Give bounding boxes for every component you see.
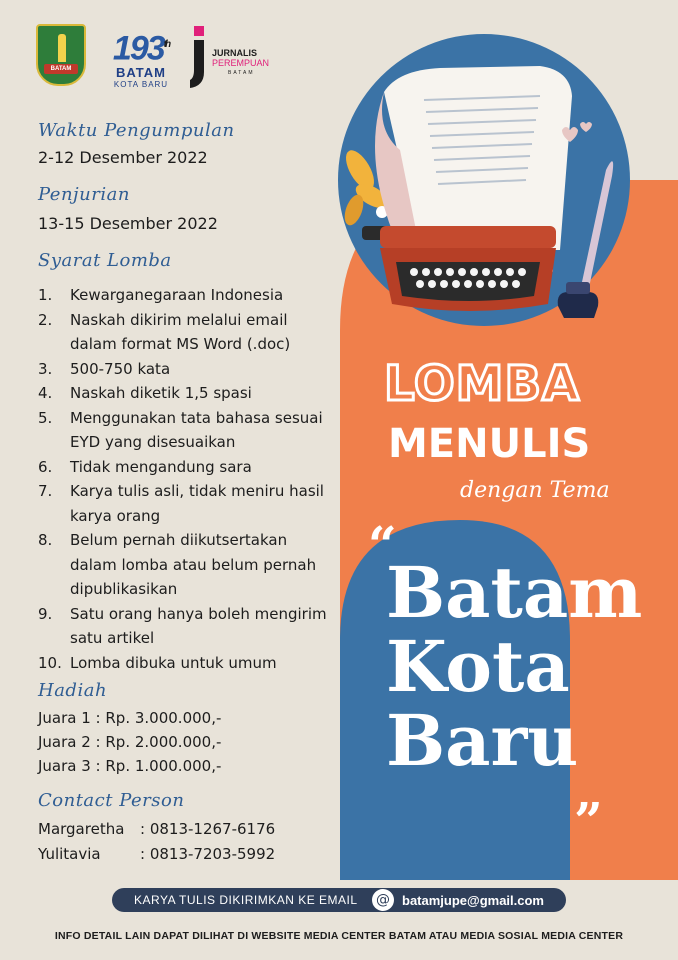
waktu-value: 2-12 Desember 2022 bbox=[38, 148, 208, 167]
contact-name: Yulitavia bbox=[38, 845, 101, 863]
list-item: 4. Naskah diketik 1,5 spasi bbox=[38, 384, 252, 402]
at-icon: @ bbox=[372, 889, 394, 911]
email-address[interactable]: batamjupe@gmail.com bbox=[402, 892, 544, 908]
contact-list bbox=[38, 817, 275, 867]
requirements-list bbox=[38, 283, 338, 675]
list-item: 8. Belum pernah diikutsertakan dalam lomba atau belum pernah dipublikasikan bbox=[38, 531, 317, 598]
theme-line-2: Kota bbox=[386, 625, 570, 708]
list-item: 1. Kewarganegaraan Indonesia bbox=[38, 286, 284, 304]
contact-name: Margaretha bbox=[38, 820, 125, 838]
syarat-heading: Syarat Lomba bbox=[38, 250, 172, 271]
penjurian-value: 13-15 Desember 2022 bbox=[38, 214, 218, 233]
theme-text bbox=[386, 551, 666, 782]
city-emblem-logo bbox=[36, 24, 86, 86]
prize-item: Juara 3 : Rp. 1.000.000,- bbox=[38, 757, 222, 775]
contact-row bbox=[38, 817, 275, 842]
title-lomba: LOMBA bbox=[384, 356, 581, 412]
theme-line-3: Baru bbox=[386, 699, 579, 782]
list-item: 5. Menggunakan tata bahasa sesuai EYD yang disesuaikan bbox=[38, 408, 323, 451]
contact-phone: : 0813-1267-6176 bbox=[140, 820, 276, 838]
paper-sheet-illustration bbox=[375, 66, 572, 250]
emblem-band-text: BATAM bbox=[44, 64, 78, 74]
anniversary-number: 193th bbox=[112, 29, 170, 68]
tower-icon bbox=[58, 34, 66, 62]
quote-open-icon: “ bbox=[368, 515, 397, 574]
j-mark-icon bbox=[188, 26, 208, 88]
penjurian-heading: Penjurian bbox=[38, 184, 130, 205]
jupe-logo-text: JURNALIS PEREMPUAN BATAM bbox=[212, 48, 270, 76]
email-bar-label: KARYA TULIS DIKIRIMKAN KE EMAIL bbox=[134, 893, 358, 907]
list-item: 3. 500-750 kata bbox=[38, 359, 171, 378]
list-item: 6. Tidak mengandung sara bbox=[38, 457, 252, 476]
contact-phone: : 0813-7203-5992 bbox=[140, 845, 276, 863]
prize-item: Juara 2 : Rp. 2.000.000,- bbox=[38, 733, 222, 751]
prize-item: Juara 1 : Rp. 3.000.000,- bbox=[38, 709, 222, 727]
prize-list bbox=[38, 706, 221, 778]
list-item: 10. Lomba dibuka untuk umum bbox=[38, 653, 277, 672]
jurnalis-perempuan-logo bbox=[188, 26, 278, 92]
theme-line-1: Batam bbox=[386, 551, 643, 634]
hadiah-heading: Hadiah bbox=[38, 680, 108, 701]
anniversary-line1: BATAM bbox=[115, 65, 166, 81]
title-dengan-tema: dengan Tema bbox=[460, 478, 610, 503]
typewriter-illustration bbox=[362, 226, 556, 311]
title-menulis: MENULIS bbox=[388, 421, 591, 467]
list-item: 7. Karya tulis asli, tidak meniru hasil karya orang bbox=[38, 482, 324, 525]
contact-row bbox=[38, 842, 275, 867]
contact-heading: Contact Person bbox=[38, 790, 185, 811]
footer-info: INFO DETAIL LAIN DAPAT DILIHAT DI WEBSITE MEDIA CENTER BATAM ATAU MEDIA SOSIAL MEDIA CENTER bbox=[54, 930, 624, 942]
email-bar bbox=[112, 888, 566, 912]
anniversary-logo bbox=[104, 28, 178, 90]
anniversary-line2: KOTA BARU bbox=[113, 80, 169, 90]
quote-close-icon: ” bbox=[574, 791, 603, 850]
list-item: 2. Naskah dikirim melalui email dalam format MS Word (.doc) bbox=[38, 310, 291, 353]
waktu-heading: Waktu Pengumpulan bbox=[38, 120, 235, 141]
list-item: 9. Satu orang hanya boleh mengirim satu artikel bbox=[38, 604, 327, 647]
